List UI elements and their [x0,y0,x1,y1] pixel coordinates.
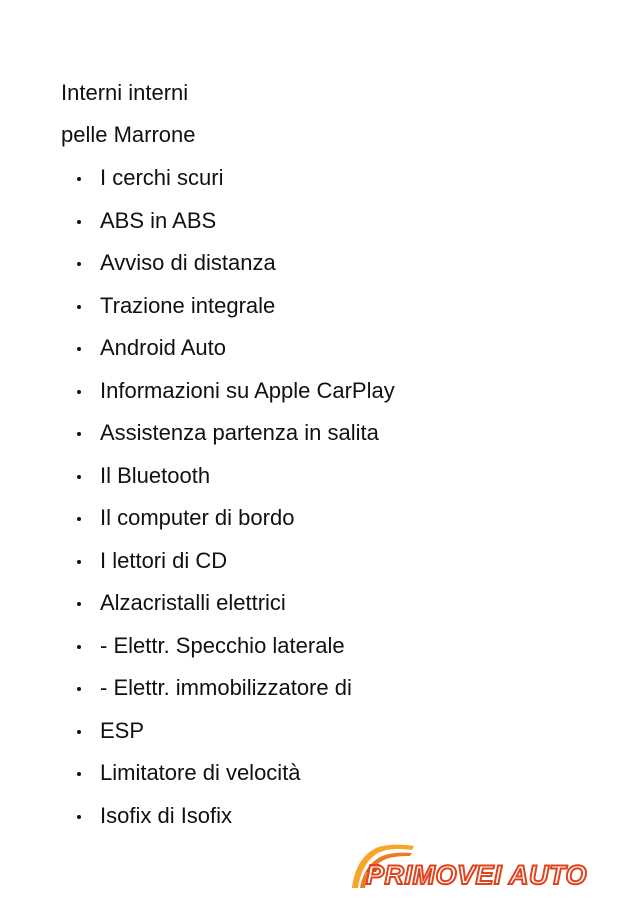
list-item-text: Il Bluetooth [100,462,211,488]
list-item-text: Android Auto [100,335,226,360]
list-item-text: - Elettr. Specchio laterale [100,632,345,658]
list-item-text: Avviso di distanza [100,250,276,275]
list-item-text: - Elettr. immobilizzatore di [100,675,352,700]
logo-text: PRIMOVEI AUTO [366,860,588,890]
bullet-icon [77,602,81,606]
dealer-logo [346,842,632,892]
bullet-icon [77,517,81,521]
list-item-text: I lettori di CD [100,547,228,573]
bullet-icon [77,220,81,224]
list-item-text: Trazione integrale [100,292,276,318]
list-item-text: Alzacristalli elettrici [100,590,286,615]
list-item-text: I cerchi scuri [100,165,224,190]
list-item-text: ABS in ABS [100,207,217,233]
bullet-icon [77,730,81,734]
interior-material-line: pelle Marrone [61,122,196,147]
list-item-text: Limitatore di velocità [100,760,301,785]
list-item-text: Il computer di bordo [100,505,295,530]
bullet-icon [77,390,81,394]
list-item-text: Informazioni su Apple CarPlay [100,377,395,403]
list-item-text: Isofix di Isofix [100,802,233,828]
bullet-icon [77,560,81,564]
list-item-text: Assistenza partenza in salita [100,420,379,445]
bullet-icon [77,772,81,776]
bullet-icon [77,177,81,181]
bullet-icon [77,687,81,691]
bullet-icon [77,262,81,266]
bullet-icon [77,815,81,819]
bullet-icon [77,305,81,309]
list-item-text: ESP [100,717,145,743]
bullet-icon [77,645,81,649]
bullet-icon [77,432,81,436]
interior-heading: Interni interni [61,80,189,105]
bullet-icon [77,475,81,479]
bullet-icon [77,347,81,351]
